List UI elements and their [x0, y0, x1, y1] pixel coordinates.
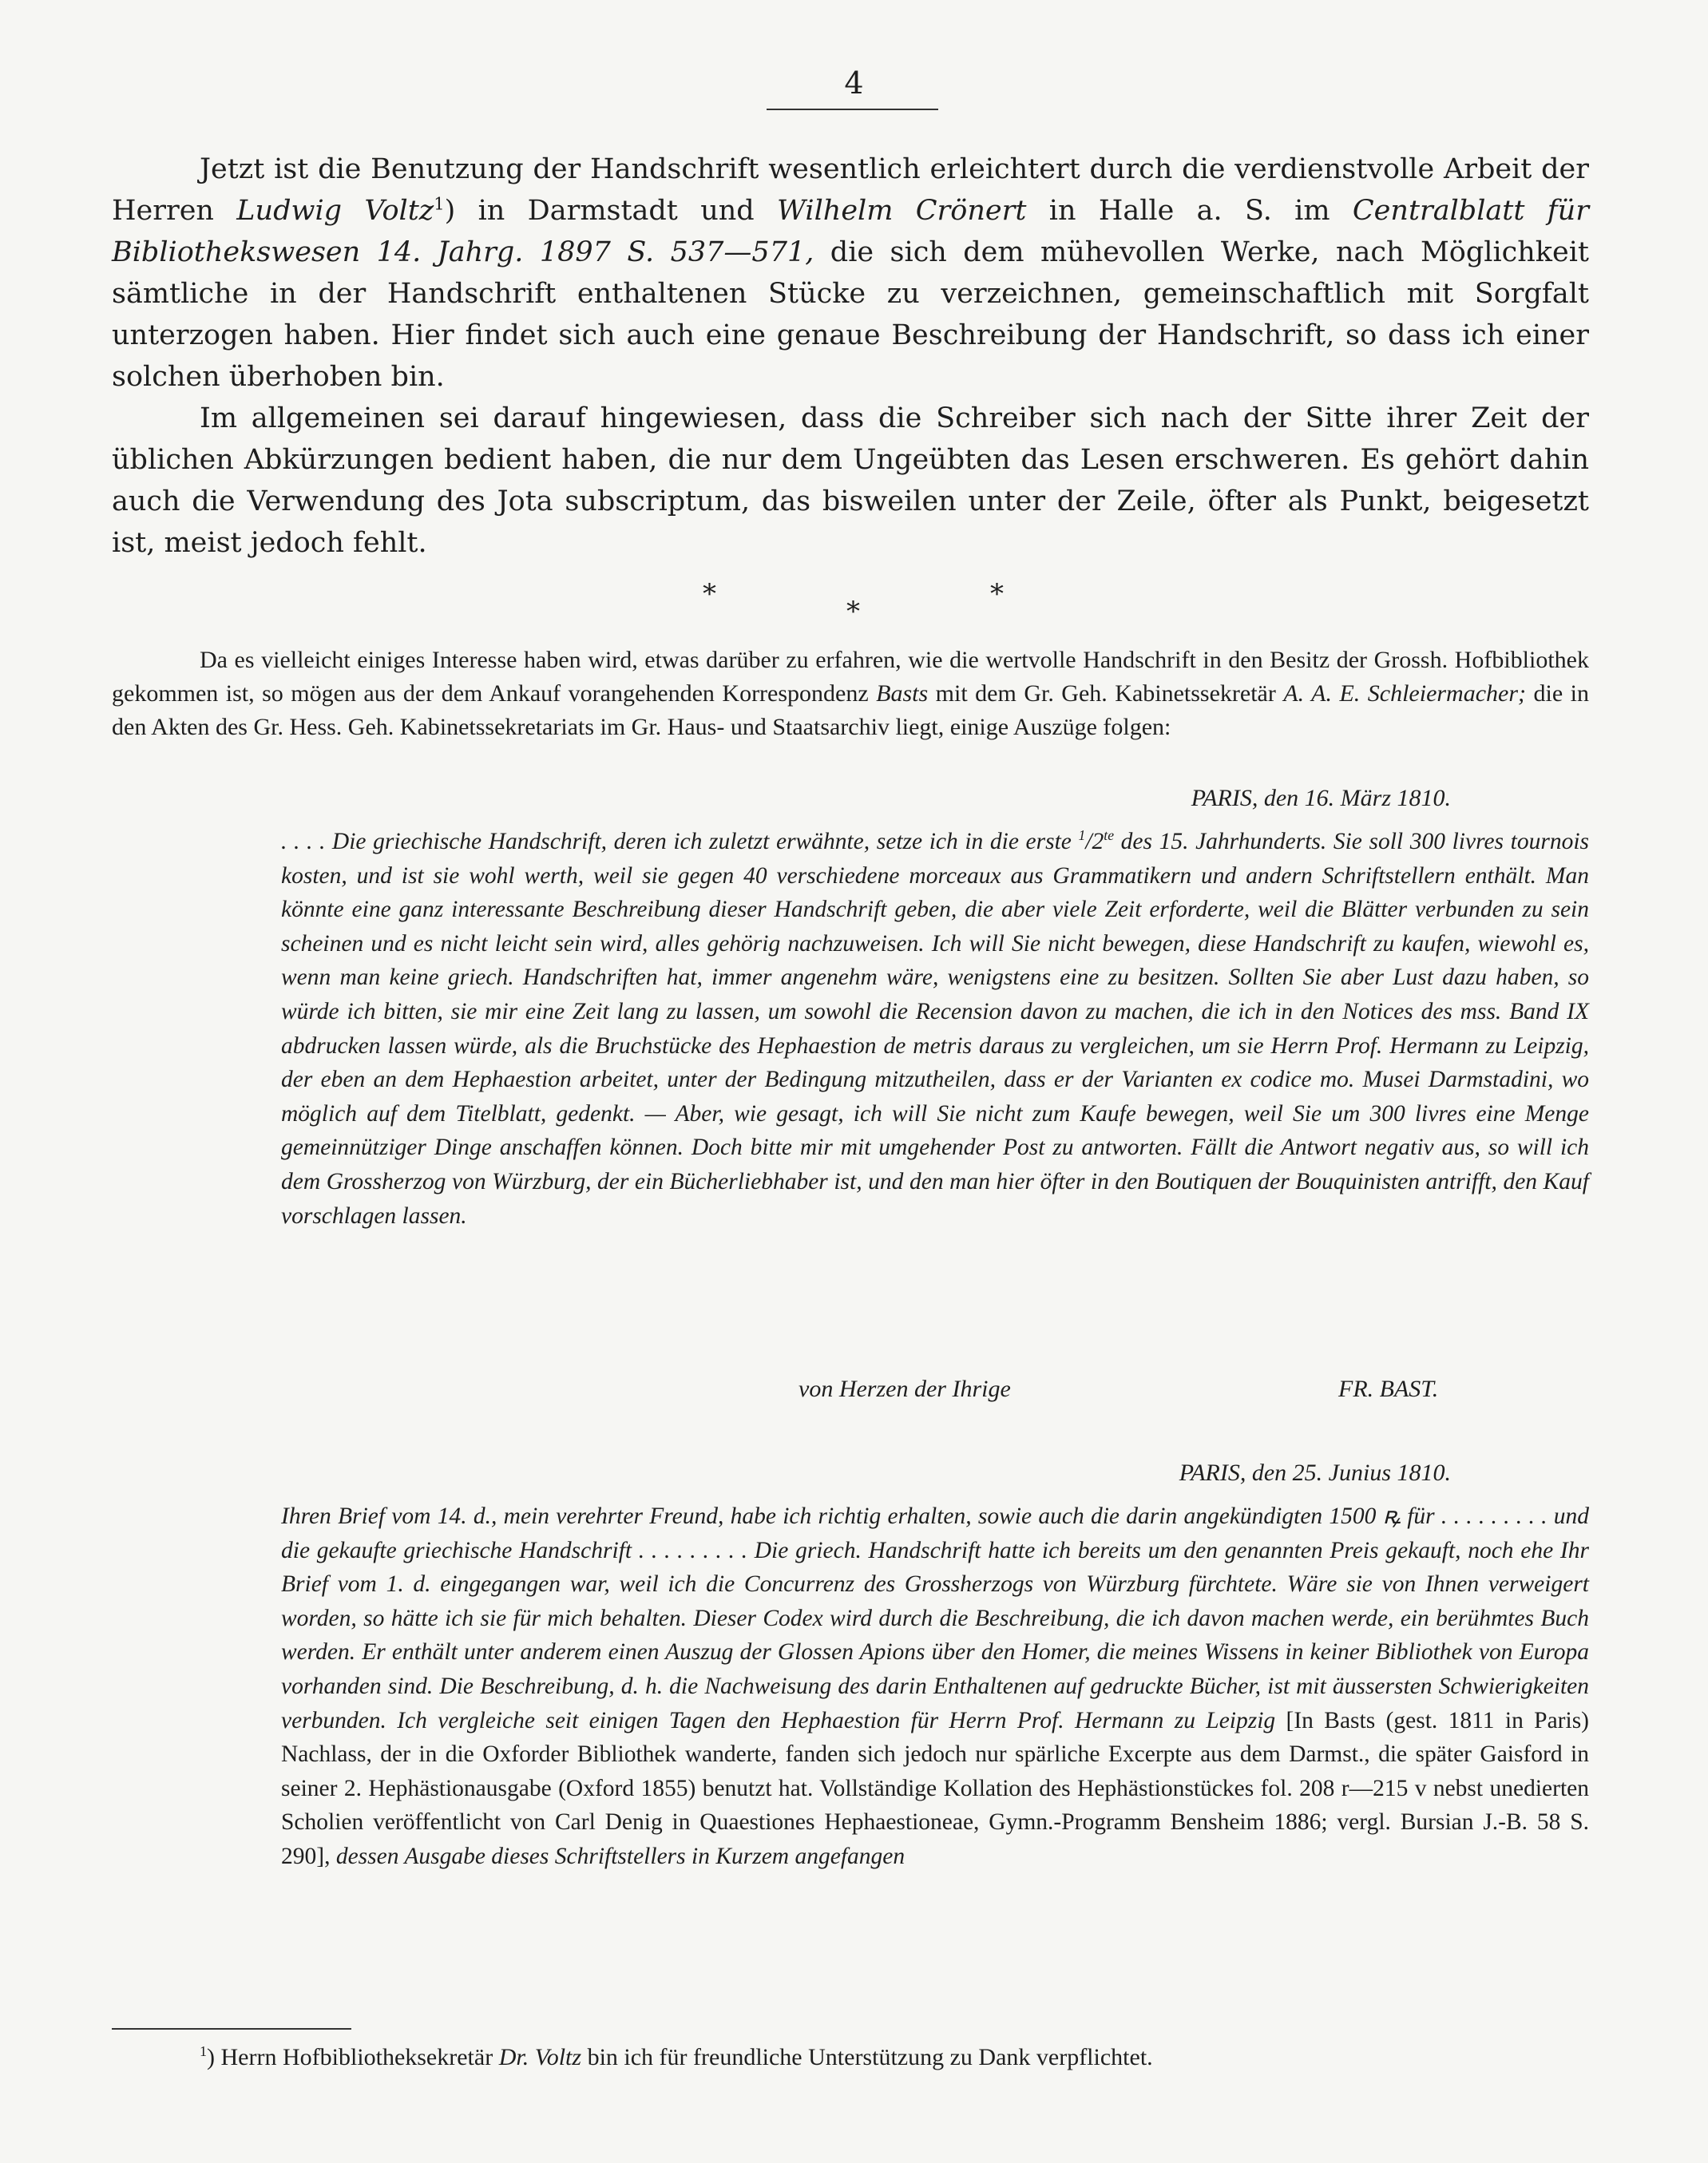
footnote-rule — [112, 2028, 351, 2030]
text-run: ) in Darmstadt und — [444, 195, 778, 227]
text-run: A. A. E. Schleiermacher; — [1283, 680, 1527, 707]
text-run: te — [1104, 827, 1115, 844]
text-run: mit dem Gr. Geh. Kabinetssekretär — [928, 680, 1284, 707]
text-run: Wilhelm Crönert — [777, 195, 1027, 227]
letter-2-date: PARIS, den 25. Junius 1810. — [1179, 1460, 1451, 1486]
text-run: 1 — [200, 2043, 207, 2059]
text-run: dessen Ausgabe dieses Schriftstellers in Kurzem angefangen — [330, 1843, 906, 1869]
main-text — [112, 149, 1589, 564]
text-run: 1 — [434, 194, 445, 214]
text-run: Centralblatt für Bibliothekswesen 14. Jahrg. 1897 S. 537—571, — [112, 195, 1589, 268]
letter-2 — [281, 1499, 1589, 1874]
text-run: Basts — [876, 680, 929, 707]
text-run: die sich dem mühevollen Werke, nach Möglichkeit sämtliche in der Handschrift enthaltenen Stücke zu verzeichnen, gemeinschaftlich mit Sorgfalt unterzogen haben. Hier findet sich auch eine genaue Beschreibung der Handschrift, so dass ich einer solchen überhoben bin. — [112, 236, 1589, 393]
star-3: * — [990, 578, 1004, 610]
introduction-paragraph — [112, 644, 1589, 744]
text-run: Jetzt ist die Benutzung der Handschrift wesentlich erleichtert durch die verdienstvolle Arbeit der Herren — [112, 153, 1589, 227]
text-run: 1 — [1078, 827, 1086, 844]
text-run: in Halle a. S. im — [1026, 195, 1353, 227]
footnote — [200, 2041, 1589, 2074]
section-divider-stars — [0, 578, 1708, 628]
text-run: . . . . Die griechische Handschrift, deren ich zuletzt erwähnte, setze ich in die erste — [281, 829, 1079, 854]
letter-1-date: PARIS, den 16. März 1810. — [1191, 785, 1451, 811]
star-1: * — [703, 578, 716, 610]
letter-1-text — [281, 825, 1589, 1233]
letter-1 — [281, 825, 1589, 1233]
text-run: [In Basts (gest. 1811 in Paris) Nachlass, der in die Oxforder Bibliothek wanderte, fanden sich jedoch nur spärliche Excerpte aus dem Darmst., die später Gaisford in seiner 2. Hephästionausgabe (Oxford 1855) benutzt hat. Vollständige Kollation des Hephästionstückes fol. 208 r—215 v nebst unedierten Scholien veröffentlicht von Carl Denig in Quaestiones Hephaestioneae, Gymn.-Programm Bensheim 1886; vergl. Bursian J.-B. 58 S. 290], — [281, 1707, 1589, 1869]
text-run: /2 — [1085, 829, 1104, 854]
text-run: Ihren Brief vom 14. d., mein verehrter Freund, habe ich richtig erhalten, sowie auch die darin angekündigten 1500 ꝶ für . . . . . . . . . und die gekaufte griechische Handschrift . . . . . . . . . Die griech. Handschrift hatte ich bereits um den genannten Preis gekauft, noch ehe Ihr Brief vom 1. d. eingegangen war, weil ich die Concurrenz des Grossherzogs von Würzburg fürchtete. Wäre sie von Ihnen verweigert worden, so hätte ich sie für mich behalten. Dieser Codex wird durch die Beschreibung, die ich davon machen werde, ein berühmtes Buch werden. Er enthält unter anderem einen Auszug der Glossen Apions über den Homer, die meines Wissens in keiner Bibliothek von Europa vorhanden sind. Die Beschreibung, d. h. die Nachweisung des darin Enthaltenen auf gedruckte Bücher, ist mit äussersten Schwierigkeiten verbunden. Ich vergleiche seit einigen Tagen den Hephaestion für Herrn Prof. Hermann zu Leipzig — [281, 1503, 1589, 1733]
text-run: bin ich für freundliche Unterstützung zu Dank verpflichtet. — [581, 2044, 1153, 2070]
paragraph-2: Im allgemeinen sei darauf hingewiesen, dass die Schreiber sich nach der Sitte ihrer Zeit der üblichen Abkürzungen bedient haben, die nur dem Ungeübten das Lesen erschweren. Es gehört dahin auch die Verwendung des Jota subscriptum, das bisweilen unter der Zeile, öfter als Punkt, beigesetzt ist, meist jedoch fehlt. — [112, 402, 1589, 559]
signature: FR. BAST. — [1338, 1376, 1439, 1402]
letter-1-closing — [0, 1376, 1708, 1411]
header-rule — [767, 109, 938, 110]
text-run: Da es vielleicht einiges Interesse haben wird, etwas darüber zu erfahren, wie die wertvolle Handschrift in den Besitz der Grossh. Hofbibliothek gekommen ist, so mögen aus der dem Ankauf vorangehenden Korrespondenz — [112, 647, 1589, 707]
text-run: Ludwig Voltz — [236, 195, 434, 227]
letter-2-text — [281, 1499, 1589, 1874]
intro-text — [112, 644, 1589, 744]
page-number: 4 — [844, 65, 864, 101]
closing-formula: von Herzen der Ihrige — [799, 1376, 1011, 1402]
paragraph-1 — [112, 149, 1589, 398]
star-2: * — [846, 596, 860, 628]
text-run: die in den Akten des Gr. Hess. Geh. Kabinetssekretariats im Gr. Haus- und Staatsarchiv liegt, einige Auszüge folgen: — [112, 680, 1589, 740]
text-run: Dr. Voltz — [498, 2044, 582, 2070]
text-run: ) Herrn Hofbibliotheksekretär — [207, 2044, 499, 2070]
text-run: des 15. Jahrhunderts. Sie soll 300 livres tournois kosten, und ist sie wohl werth, weil sie gegen 40 verschiedene morceaux aus Grammatikern und andern Schriftstellern enthält. Man könnte eine ganz interessante Beschreibung dieser Handschrift geben, die aber viele Zeit erforderte, weil die Blätter verbunden zu sein scheinen und es nicht leicht sein wird, alles gehörig nachzuweisen. Ich will Sie nicht bewegen, diese Handschrift zu kaufen, wiewohl es, wenn man keine griech. Handschriften hat, immer angenehm wäre, wenigstens eine zu besitzen. Sollten Sie aber Lust dazu haben, so würde ich bitten, sie mir eine Zeit lang zu lassen, um sowohl die Recension davon zu machen, die ich in den Notices des mss. Band IX abdrucken lassen würde, als die Bruchstücke des Hephaestion de metris daraus zu vergleichen, um sie Herrn Prof. Hermann zu Leipzig, der eben an dem Hephaestion arbeitet, unter der Bedingung mitzutheilen, dass er der Varianten ex codice mo. Musei Darmstadini, wo möglich auf dem Titelblatt, gedenkt. — Aber, wie gesagt, ich will Sie nicht zum Kaufe bewegen, weil Sie um 300 livres eine Menge gemeinnütziger Dinge anschaffen können. Doch bitte mir mit umgehender Post zu antworten. Fällt die Antwort negativ aus, so will ich dem Grossherzog von Würzburg, der ein Bücherliebhaber ist, und den man hier öfter in den Boutiquen der Bouquinisten antrifft, den Kauf vorschlagen lassen. — [281, 829, 1589, 1229]
